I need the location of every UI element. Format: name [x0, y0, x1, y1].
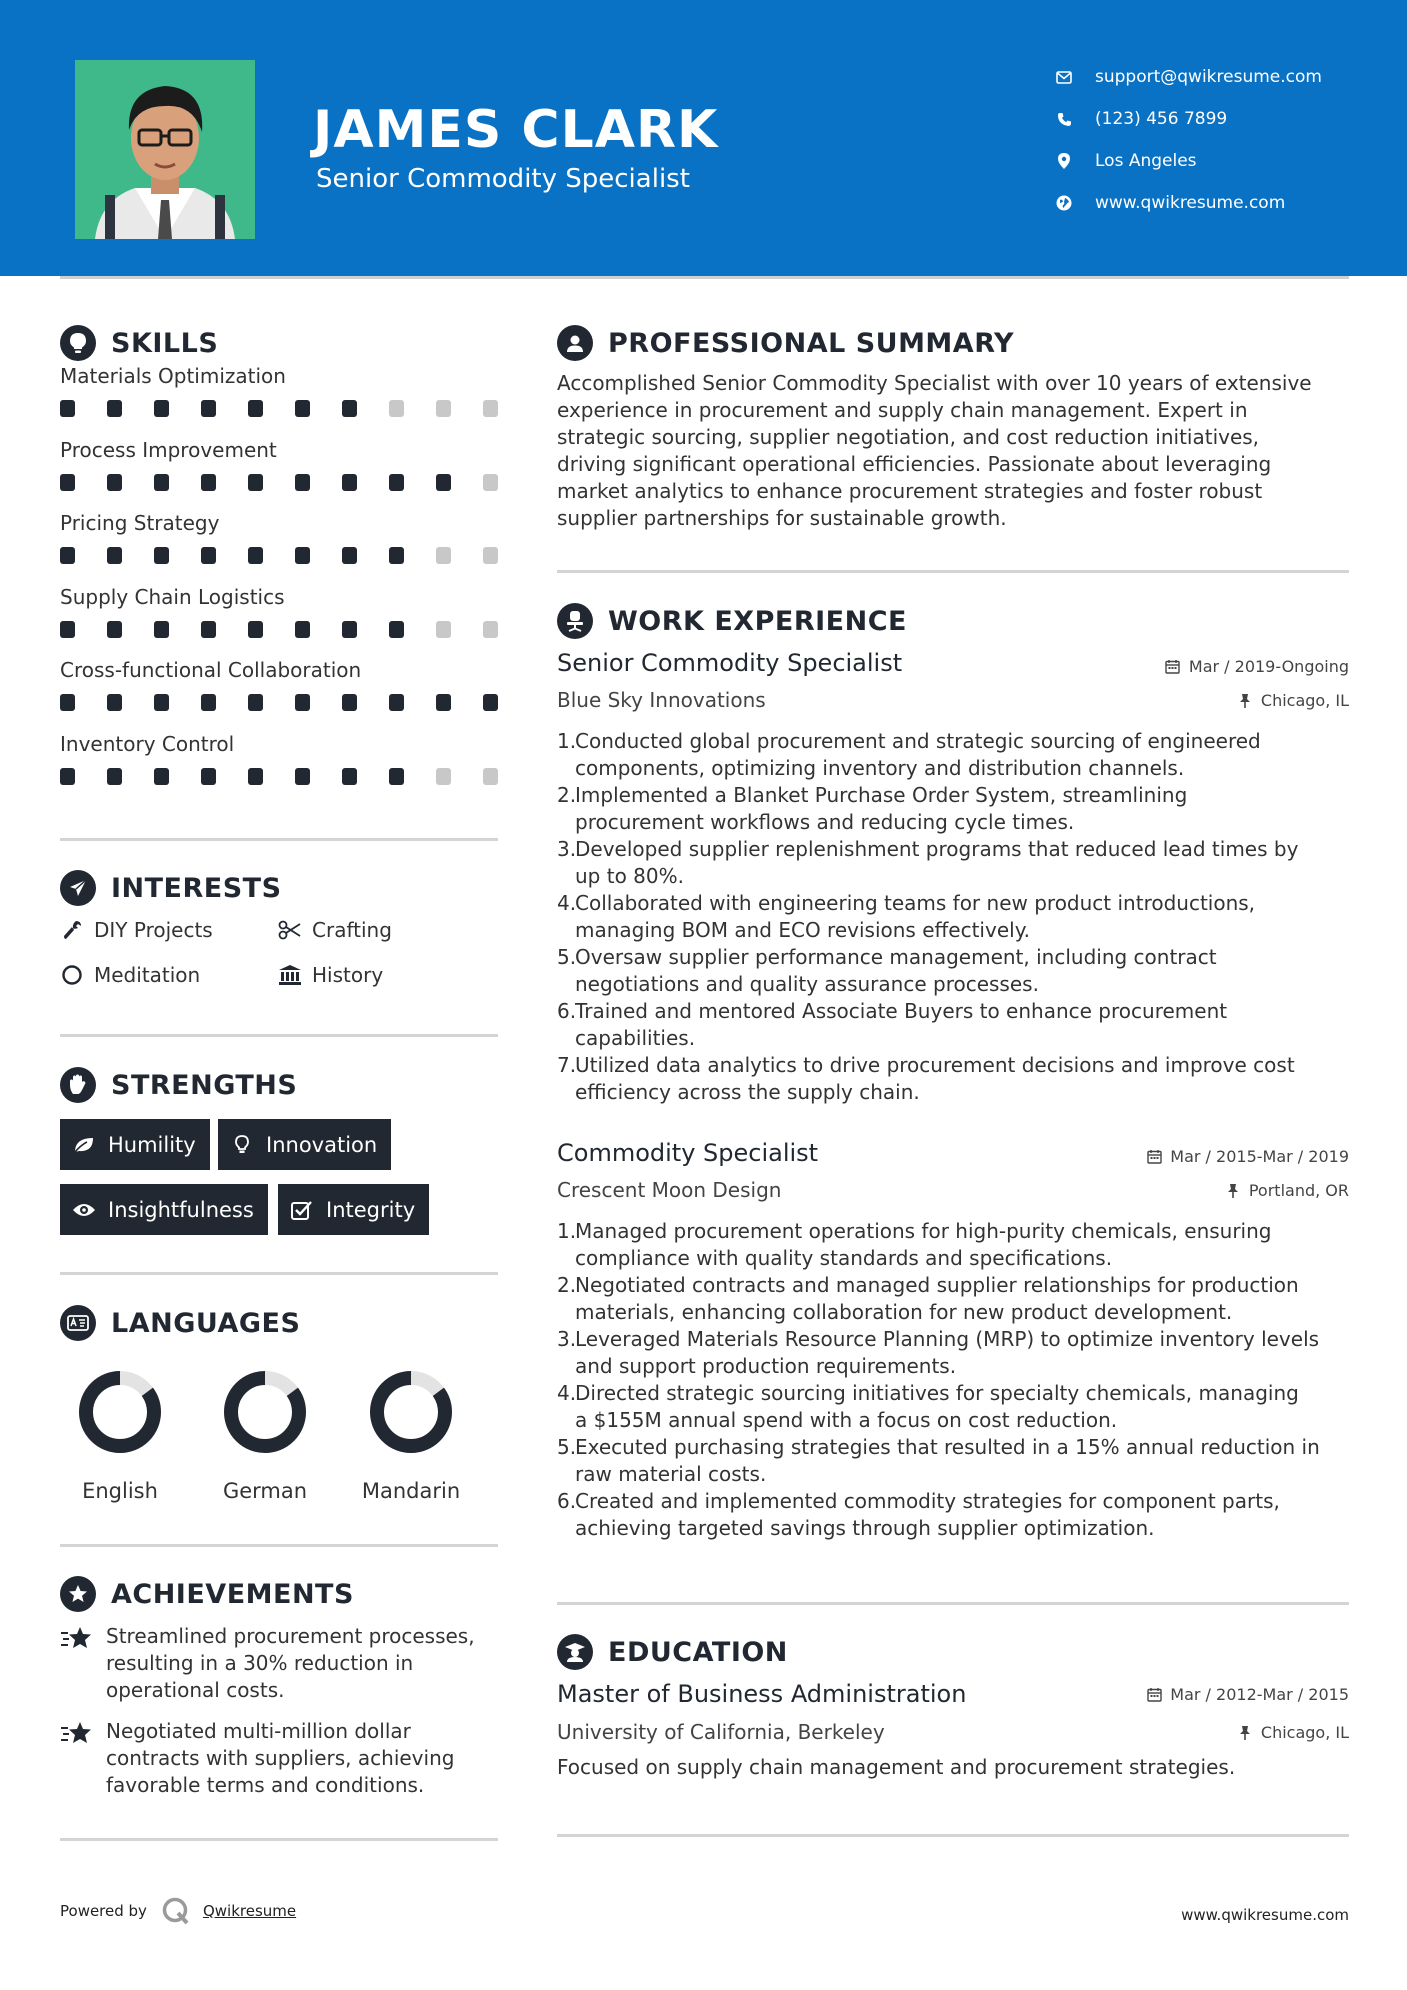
job-location: Portland, OR	[1225, 1181, 1349, 1200]
interest-label: Meditation	[94, 963, 201, 987]
rating-dot-filled	[201, 547, 216, 564]
check-square-icon	[290, 1198, 314, 1222]
section-divider	[557, 570, 1349, 573]
list-item: 5. Executed purchasing strategies that resulted in a 15% annual reduction in raw material costs.	[557, 1435, 1320, 1486]
section-divider	[557, 1834, 1349, 1837]
skill-name: Process Improvement	[60, 437, 277, 462]
rating-dot-filled	[107, 474, 122, 491]
list-item: 4. Collaborated with engineering teams for new product introductions, managing BOM and ECO revisions effectively.	[557, 891, 1256, 942]
skill-name: Pricing Strategy	[60, 511, 220, 535]
rating-dot-filled	[295, 547, 310, 564]
language-name: English	[82, 1479, 158, 1503]
globe-icon	[1055, 194, 1073, 212]
rating-dot-filled	[248, 547, 263, 564]
rating-dot-filled	[295, 768, 310, 785]
company-name: Blue Sky Innovations	[557, 688, 766, 712]
skill-item	[60, 585, 498, 659]
rating-dot-filled	[201, 400, 216, 417]
paper-plane-icon	[60, 870, 96, 906]
rating-dot-filled	[154, 621, 169, 638]
strength-badge	[218, 1119, 391, 1170]
qwikresume-logo-icon	[161, 1896, 191, 1926]
footer-website[interactable]: www.qwikresume.com	[1181, 1906, 1349, 1924]
powered-by-label: Powered by	[60, 1902, 147, 1920]
rating-dot-filled	[107, 621, 122, 638]
skill-name: Inventory Control	[60, 731, 235, 756]
rating-dot-filled	[389, 768, 404, 785]
skill-rating	[60, 547, 498, 564]
contact-location-text: Los Angeles	[1095, 151, 1197, 171]
rating-dot-filled	[248, 621, 263, 638]
languages-title: LANGUAGES	[111, 1307, 301, 1339]
rating-dot-filled	[248, 694, 263, 711]
pushpin-icon	[1237, 693, 1253, 709]
strength-label: Innovation	[266, 1132, 378, 1157]
language-item	[60, 1369, 180, 1503]
experience-heading	[557, 603, 907, 639]
rating-dot-filled	[154, 694, 169, 711]
wrench-icon	[60, 918, 84, 942]
star-badge-icon	[60, 1576, 96, 1612]
interest-label: DIY Projects	[94, 918, 213, 942]
strengths-heading	[60, 1067, 297, 1103]
section-divider	[60, 1272, 498, 1275]
achievement-item	[60, 1718, 500, 1799]
skills-heading	[60, 325, 218, 361]
section-divider	[557, 1602, 1349, 1605]
rating-dot-filled	[60, 621, 75, 638]
rating-dot-filled	[201, 474, 216, 491]
achievement-text: Streamlined procurement processes, resulting in a 30% reduction in operational costs.	[106, 1624, 475, 1702]
rating-dot-filled	[295, 400, 310, 417]
interest-item	[60, 963, 200, 987]
strength-label: Integrity	[326, 1197, 416, 1222]
company-name: Crescent Moon Design	[557, 1178, 782, 1202]
leaf-icon	[72, 1133, 96, 1157]
summary-text: Accomplished Senior Commodity Specialist with over 10 years of extensive experience in procurement and supply chain management. Expert in strategic sourcing, supplier negotiation, and cost reduction initiatives, driving significant operational efficiencies. Passionate about leveraging market analytics to enhance procurement strategies and foster robust supplier partnerships for sustainable growth.	[557, 371, 1312, 530]
eye-icon	[72, 1198, 96, 1222]
rating-dot-filled	[389, 621, 404, 638]
strength-badge	[60, 1184, 268, 1235]
envelope-icon	[1055, 68, 1073, 86]
list-item: 5. Oversaw supplier performance management, including contract negotiations and quality assurance processes.	[557, 945, 1217, 996]
skill-name: Materials Optimization	[60, 364, 286, 388]
rating-dot-filled	[342, 621, 357, 638]
skill-rating	[60, 694, 498, 711]
rating-dot-filled	[342, 694, 357, 711]
rating-dot-empty	[389, 400, 404, 417]
job-title: Commodity Specialist	[557, 1139, 819, 1167]
rating-dot-filled	[107, 768, 122, 785]
job-dates: Mar / 2019-Ongoing	[1165, 657, 1349, 676]
rating-dot-filled	[295, 474, 310, 491]
education-description: Focused on supply chain management and procurement strategies.	[557, 1755, 1236, 1779]
section-divider	[60, 1034, 498, 1037]
chair-icon	[557, 603, 593, 639]
pushpin-icon	[1225, 1183, 1241, 1199]
section-divider	[60, 1838, 498, 1841]
section-divider	[60, 838, 498, 841]
rating-dot-filled	[154, 547, 169, 564]
calendar-icon	[1165, 659, 1181, 675]
education-location: Chicago, IL	[1237, 1723, 1349, 1742]
rating-dot-empty	[436, 621, 451, 638]
list-item: 6. Created and implemented commodity strategies for component parts, achieving targeted savings through supplier optimization.	[557, 1489, 1280, 1540]
interests-title: INTERESTS	[111, 872, 282, 904]
interest-item	[278, 918, 392, 942]
rating-dot-filled	[248, 400, 263, 417]
education-title: EDUCATION	[608, 1636, 788, 1668]
rating-dot-filled	[201, 694, 216, 711]
summary-title: PROFESSIONAL SUMMARY	[608, 327, 1015, 359]
section-divider	[60, 1544, 498, 1547]
skill-item	[60, 511, 498, 585]
interest-label: History	[312, 963, 384, 987]
contact-email-text: support@qwikresume.com	[1095, 67, 1322, 87]
list-item: 2. Negotiated contracts and managed supplier relationships for production materials, enhancing collaboration for new product development.	[557, 1273, 1299, 1324]
rating-dot-filled	[107, 547, 122, 564]
contact-website-text: www.qwikresume.com	[1095, 193, 1286, 213]
job-location: Chicago, IL	[1237, 691, 1349, 710]
rating-dot-filled	[60, 400, 75, 417]
achievement-text: Negotiated multi-million dollar contracts with suppliers, achieving favorable terms and conditions.	[106, 1719, 455, 1797]
interest-item	[60, 918, 213, 942]
skill-name: Supply Chain Logistics	[60, 584, 285, 609]
profile-photo	[75, 60, 255, 239]
job-dates: Mar / 2015-Mar / 2019	[1146, 1147, 1349, 1166]
language-item	[351, 1369, 471, 1503]
rating-dot-empty	[436, 547, 451, 564]
header-divider	[60, 276, 1349, 279]
contact-website[interactable]	[1055, 182, 1322, 224]
rating-dot-empty	[483, 547, 498, 564]
graduate-icon	[557, 1634, 593, 1670]
education-dates: Mar / 2012-Mar / 2015	[1146, 1685, 1349, 1704]
degree-title: Master of Business Administration	[557, 1680, 967, 1708]
interest-item	[278, 963, 383, 987]
strength-label: Insightfulness	[108, 1197, 254, 1222]
museum-icon	[278, 963, 302, 987]
skill-item	[60, 438, 498, 512]
rating-dot-filled	[295, 621, 310, 638]
strength-badge	[60, 1119, 210, 1170]
rating-dot-filled	[436, 694, 451, 711]
rating-dot-filled	[107, 400, 122, 417]
skill-rating	[60, 621, 498, 638]
skills-list	[60, 364, 498, 805]
skill-rating	[60, 768, 498, 785]
skill-name: Cross-functional Collaboration	[60, 658, 362, 682]
circle-icon	[60, 963, 84, 987]
rating-dot-filled	[342, 400, 357, 417]
brand-link[interactable]: Qwikresume	[202, 1902, 297, 1920]
list-item: 7. Utilized data analytics to drive procurement decisions and improve cost efficiency across the supply chain.	[557, 1053, 1295, 1104]
calendar-icon	[1146, 1149, 1162, 1165]
lightbulb-icon	[60, 325, 96, 361]
rating-dot-empty	[483, 400, 498, 417]
list-item: 3. Developed supplier replenishment programs that reduced lead times by up to 80%.	[557, 837, 1299, 888]
skill-item	[60, 732, 498, 806]
job-title: Senior Commodity Specialist	[557, 649, 903, 677]
rating-dot-empty	[483, 768, 498, 785]
rating-dot-filled	[342, 474, 357, 491]
rating-dot-filled	[154, 474, 169, 491]
rating-dot-filled	[154, 768, 169, 785]
language-level-ring	[222, 1369, 308, 1455]
contact-email[interactable]	[1055, 56, 1322, 98]
list-item: 3. Leveraged Materials Resource Planning (MRP) to optimize inventory levels and support production requirements.	[557, 1327, 1320, 1378]
rating-dot-filled	[295, 694, 310, 711]
rating-dot-filled	[60, 768, 75, 785]
rating-dot-filled	[389, 694, 404, 711]
candidate-name: JAMES CLARK	[313, 100, 719, 160]
contact-phone-text: (123) 456 7899	[1095, 109, 1228, 129]
language-level-ring	[368, 1369, 454, 1455]
education-heading	[557, 1634, 788, 1670]
language-card-icon	[60, 1305, 96, 1341]
list-item: 2. Implemented a Blanket Purchase Order System, streamlining procurement workflows and reducing cycle times.	[557, 783, 1188, 834]
summary-heading	[557, 325, 1014, 361]
skills-title: SKILLS	[111, 327, 219, 359]
job-responsibilities	[557, 1218, 1347, 1542]
language-level-ring	[77, 1369, 163, 1455]
scissors-icon	[278, 918, 302, 942]
skill-item	[60, 364, 498, 438]
lightbulb-icon	[230, 1133, 254, 1157]
hand-icon	[60, 1067, 96, 1103]
user-icon	[557, 325, 593, 361]
list-item: 6. Trained and mentored Associate Buyers to enhance procurement capabilities.	[557, 999, 1228, 1050]
contact-phone[interactable]	[1055, 98, 1322, 140]
map-pin-icon	[1055, 152, 1073, 170]
school-name: University of California, Berkeley	[557, 1720, 885, 1744]
rating-dot-filled	[436, 474, 451, 491]
contact-location	[1055, 140, 1322, 182]
footer-powered-by	[60, 1896, 296, 1926]
rating-dot-filled	[483, 694, 498, 711]
rating-dot-empty	[483, 474, 498, 491]
rating-dot-filled	[389, 474, 404, 491]
rating-dot-filled	[248, 474, 263, 491]
rating-dot-filled	[201, 768, 216, 785]
strengths-title: STRENGTHS	[111, 1069, 298, 1101]
skill-item	[60, 658, 498, 732]
rating-dot-filled	[201, 621, 216, 638]
skill-rating	[60, 400, 498, 417]
strength-label: Humility	[108, 1132, 196, 1157]
interest-label: Crafting	[312, 918, 392, 942]
pushpin-icon	[1237, 1725, 1253, 1741]
achievements-title: ACHIEVEMENTS	[111, 1578, 354, 1610]
rating-dot-filled	[107, 694, 122, 711]
language-name: Mandarin	[361, 1479, 461, 1503]
list-item: 4. Directed strategic sourcing initiatives for specialty chemicals, managing a $155M annual spend with a focus on cost reduction.	[557, 1381, 1299, 1432]
achievement-item	[60, 1623, 500, 1704]
calendar-icon	[1146, 1687, 1162, 1703]
list-item: 1. Managed procurement operations for high-purity chemicals, ensuring compliance with quality standards and specifications.	[557, 1219, 1272, 1270]
rating-dot-filled	[248, 768, 263, 785]
language-item	[205, 1369, 325, 1503]
rating-dot-filled	[342, 768, 357, 785]
star-icon	[60, 1625, 94, 1651]
rating-dot-filled	[60, 474, 75, 491]
contact-list	[1055, 56, 1322, 224]
phone-icon	[1055, 110, 1073, 128]
rating-dot-filled	[60, 547, 75, 564]
language-name: German	[222, 1479, 308, 1503]
list-item: 1. Conducted global procurement and strategic sourcing of engineered components, optimizing inventory and distribution channels.	[557, 729, 1261, 780]
job-responsibilities	[557, 728, 1347, 1106]
rating-dot-filled	[342, 547, 357, 564]
achievements-heading	[60, 1576, 354, 1612]
resume-header	[0, 0, 1407, 276]
strength-badge	[278, 1184, 429, 1235]
rating-dot-empty	[436, 400, 451, 417]
candidate-title: Senior Commodity Specialist	[316, 164, 690, 194]
interests-heading	[60, 870, 282, 906]
rating-dot-filled	[154, 400, 169, 417]
languages-heading	[60, 1305, 300, 1341]
rating-dot-filled	[60, 694, 75, 711]
rating-dot-empty	[436, 768, 451, 785]
rating-dot-filled	[389, 547, 404, 564]
skill-rating	[60, 474, 498, 491]
star-icon	[60, 1720, 94, 1746]
rating-dot-empty	[483, 621, 498, 638]
experience-title: WORK EXPERIENCE	[608, 605, 907, 637]
